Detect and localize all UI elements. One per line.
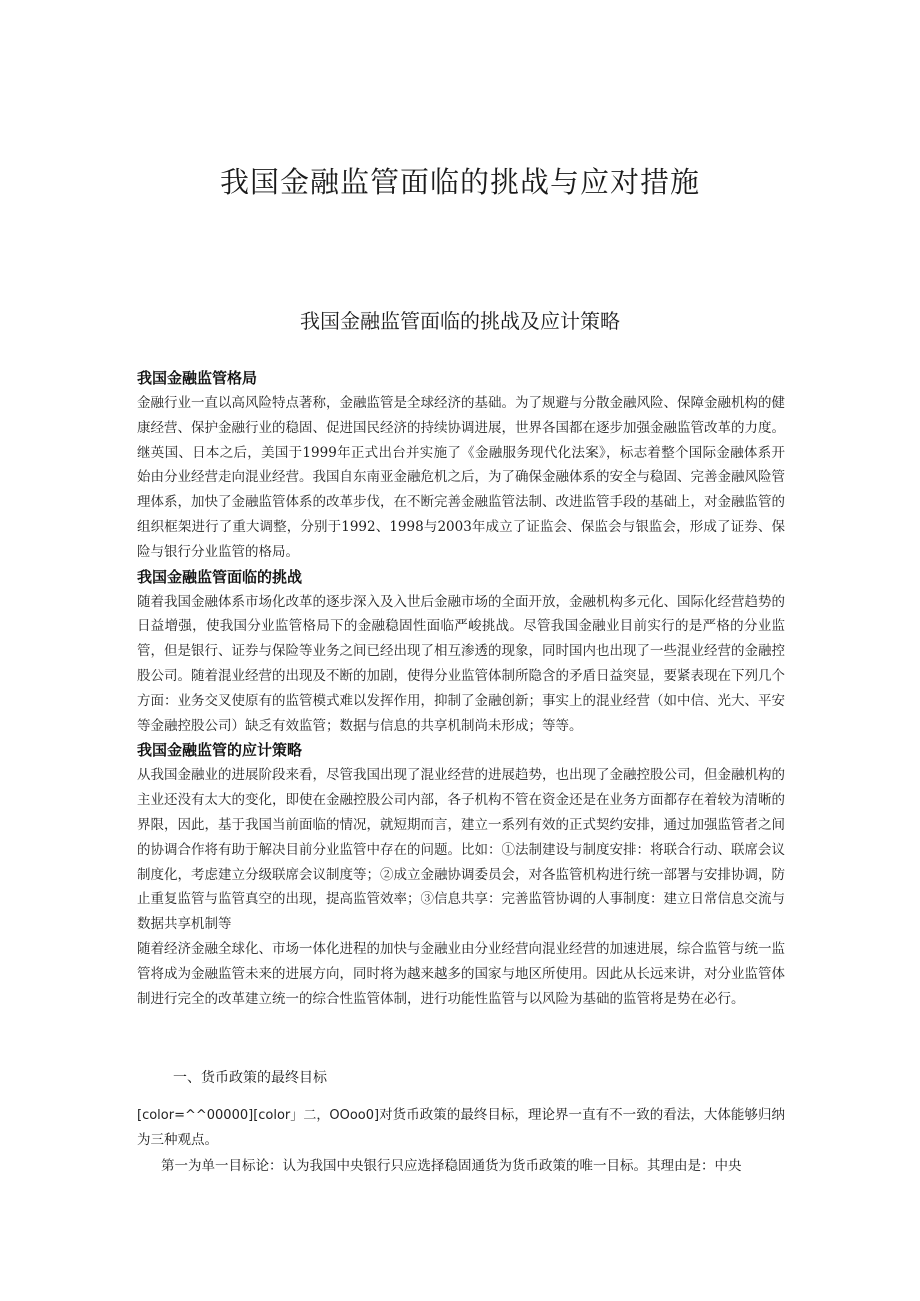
format-tag-text: [color=^^00000][color」二，OOoo0] — [137, 1108, 380, 1123]
section-heading: 我国金融监管面临的挑战 — [137, 567, 303, 586]
paragraph-line: 第一为单一目标论：认为我国中央银行只应选择稳固通货为货币政策的唯一目标。其理由是：中央 — [161, 1158, 742, 1174]
section-heading: 我国金融监管的应计策略 — [137, 741, 303, 760]
section-paragraph: 随着我国金融体系市场化改革的逐步深入及入世后金融市场的全面开放，金融机构多元化、国际化经营趋势的日益增强，使我国分业监管格局下的金融稳固性面临严峻挑战。尽管我国金融业目前实行的是严格的分业监管，但是银行、证券与保险等业务之间已经出现了相互渗透的现象，同时国内也出现了一些混业经营的金融控股公司。随着混业经营的出现及不断的加剧，使得分业监管体制所隐含的矛盾日益突显，要紧表现在下列几个方面：业务交叉使原有的监管模式难以发挥作用，抑制了金融创新；事实上的混业经营（如中信、光大、平安等金融控股公司）缺乏有效监管；数据与信息的共享机制尚未形成；等等。 — [137, 593, 785, 734]
section-strategies — [137, 738, 785, 1011]
tagged-paragraph — [137, 1103, 785, 1152]
tagged-paragraph-text: 对货币政策的最终目标，理论界一直有不一致的看法，大体能够归纳为三种观点。 — [137, 1107, 785, 1148]
section-challenges — [137, 565, 785, 739]
document-subtitle: 我国金融监管面临的挑战及应计策略 — [300, 309, 620, 333]
section-paragraph: 从我国金融业的进展阶段来看，尽管我国出现了混业经营的进展趋势，也出现了金融控股公司，但金融机构的主业还没有太大的变化，即使在金融控股公司内部，各子机构不管在资金还是在业务方面都存在着较为清晰的界限，因此，基于我国当前面临的情况，就短期而言，建立一系列有效的正式契约安排，通过加强监管者之间的协调合作将有助于解决目前分业监管中存在的问题。比如：①法制建设与制度安排：将联合行动、联席会议制度化，考虑建立分级联席会议制度等；②成立金融协调委员会，对各监管机构进行统一部署与安排协调，防止重复监管与监管真空的出现，提高监管效率；③信息共享：完善监管协调的人事制度：建立日常信息交流与数据共享机制等 — [137, 767, 785, 933]
section-paragraph: 随着经济金融全球化、市场一体化进程的加快与金融业由分业经营向混业经营的加速进展，综合监管与统一监管将成为金融监管未来的进展方向，同时将为越来越多的国家与地区所使用。因此从长远来讲，对分业监管体制进行完全的改革建立统一的综合性监管体制，进行功能性监管与以风险为基础的监管将是势在必行。 — [137, 940, 785, 1007]
section-paragraph: 金融行业一直以高风险特点著称，金融监管是全球经济的基础。为了规避与分散金融风险、保障金融机构的健康经营、保护金融行业的稳固、促进国民经济的持续协调进展，世界各国都在逐步加强金融监管改革的力度。继英国、日本之后，美国于1999年正式出台并实施了《金融服务现代化法案》，标志着整个国际金融体系开始由分业经营走向混业经营。我国自东南亚金融危机之后，为了确保金融体系的安全与稳固、完善金融风险管理体系，加快了金融监管体系的改革步伐，在不断完善金融监管法制、改进监管手段的基础上，对金融监管的组织框架进行了重大调整，分别于1992、1998与2003年成立了证监会、保监会与银监会，形成了证券、保险与银行分业监管的格局。 — [137, 395, 785, 560]
monetary-policy-section — [137, 1066, 785, 1178]
numbered-item-title: 一、货币政策的最终目标 — [173, 1070, 327, 1086]
article-body — [137, 366, 785, 1011]
section-heading: 我国金融监管格局 — [137, 369, 258, 387]
document-title: 我国金融监管面临的挑战与应对措施 — [219, 165, 700, 199]
section-regulatory-structure — [137, 366, 785, 565]
